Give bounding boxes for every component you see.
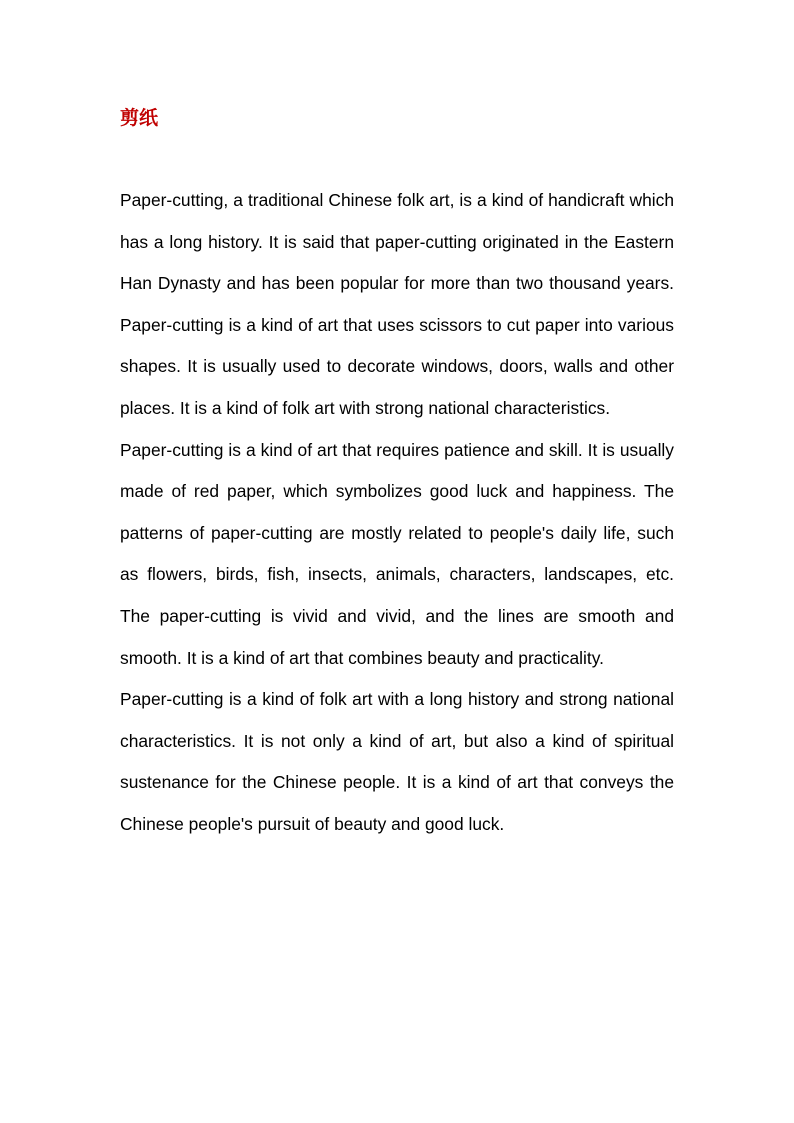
document-title: 剪纸 (120, 107, 159, 129)
document-body (120, 180, 674, 846)
paragraph: Paper-cutting is a kind of art that requires patience and skill. It is usually made of red paper, which symbolizes good luck and happiness. The patterns of paper-cutting are mostly related to people's daily life, such as flowers, birds, fish, insects, animals, characters, landscapes, etc. The paper-cutting is vivid and vivid, and the lines are smooth and smooth. It is a kind of art that combines beauty and practicality. (120, 439, 674, 668)
paragraph: Paper-cutting is a kind of folk art with a long history and strong national characteristics. It is not only a kind of art, but also a kind of spiritual sustenance for the Chinese people. It is a kind of art that conveys the Chinese people's pursuit of beauty and good luck. (120, 689, 674, 834)
paragraph: Paper-cutting, a traditional Chinese folk art, is a kind of handicraft which has a long history. It is said that paper-cutting originated in the Eastern Han Dynasty and has been popular for more than two thousand years. Paper-cutting is a kind of art that uses scissors to cut paper into various shapes. It is usually used to decorate windows, doors, walls and other places. It is a kind of folk art with strong national characteristics. (120, 190, 674, 418)
